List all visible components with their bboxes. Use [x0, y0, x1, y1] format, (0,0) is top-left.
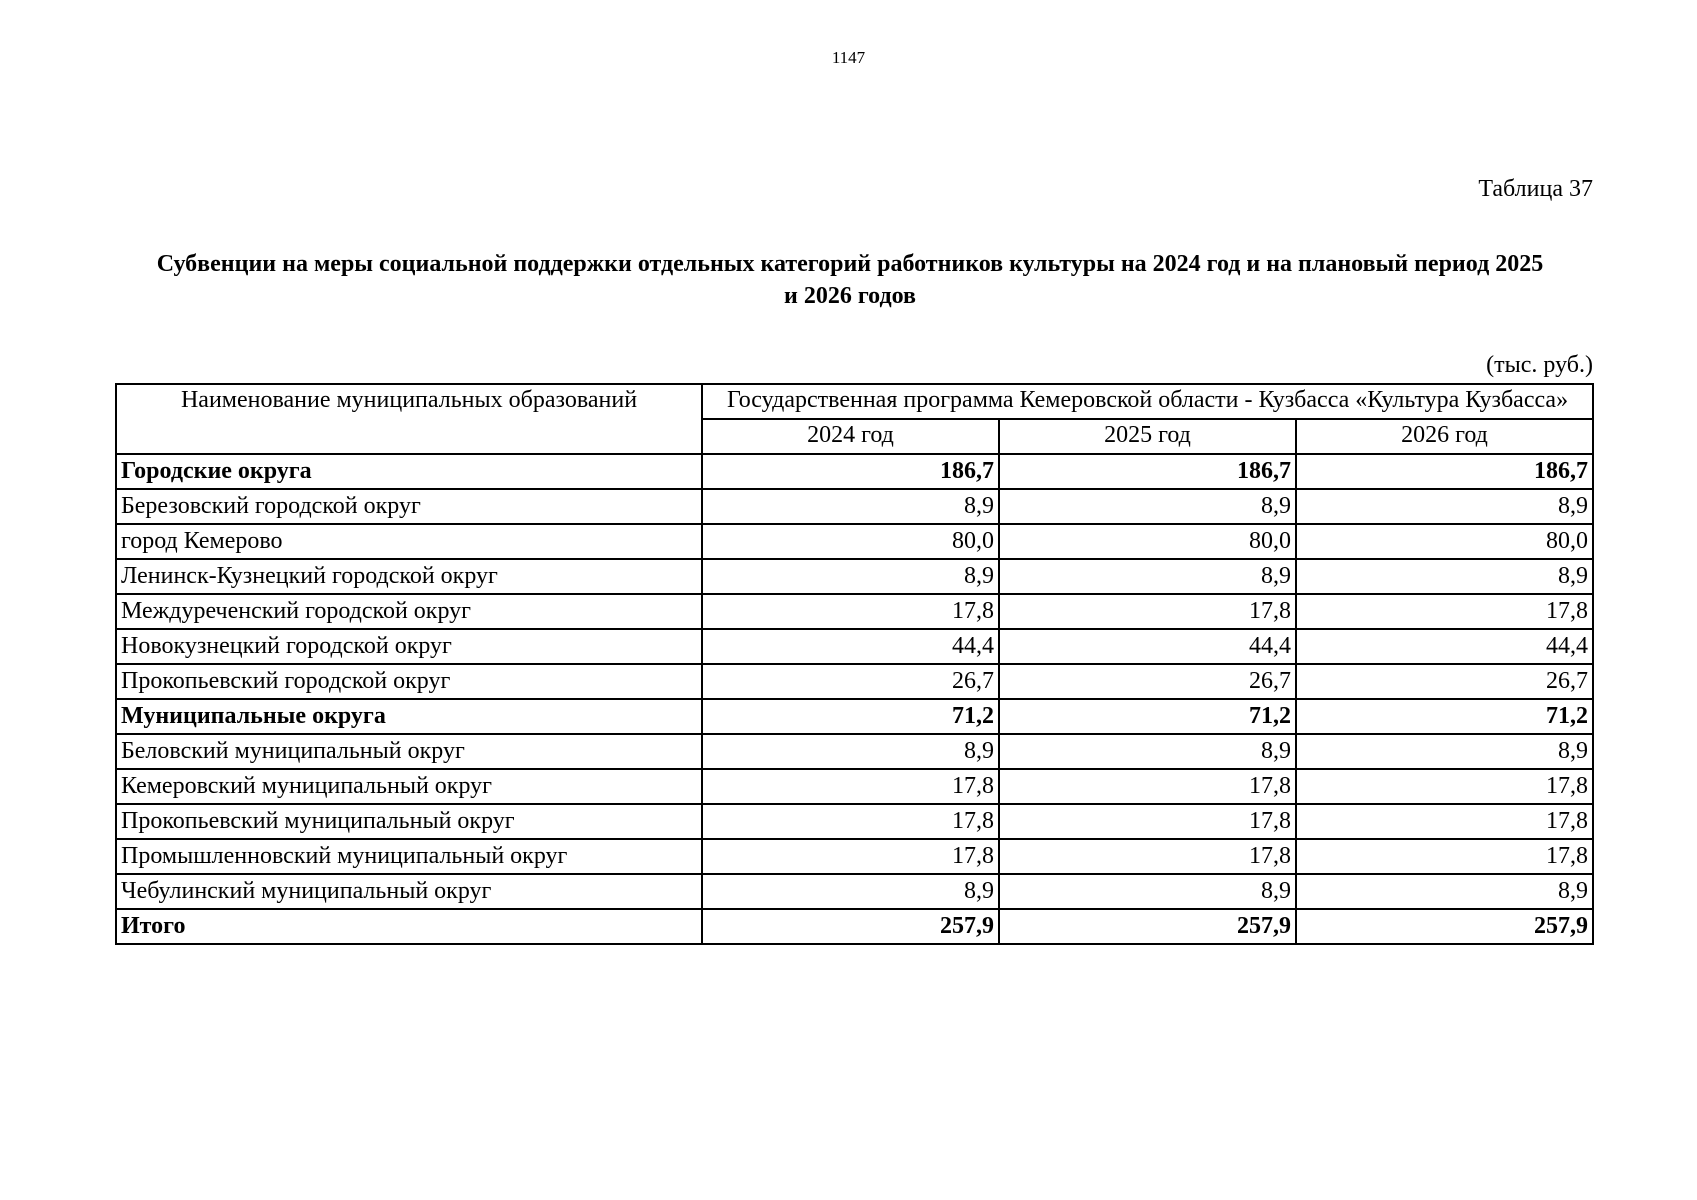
value-cell-2025: 71,2 — [999, 699, 1296, 734]
page-number: 1147 — [831, 48, 866, 67]
value-cell-2026: 17,8 — [1296, 769, 1593, 804]
value-cell-2025: 186,7 — [999, 454, 1296, 489]
units-label: (тыс. руб.) — [1486, 352, 1593, 378]
municipality-name-cell: Прокопьевский городской округ — [116, 664, 702, 699]
table-row — [116, 734, 1593, 769]
municipality-name-cell: Новокузнецкий городской округ — [116, 629, 702, 664]
municipality-name-cell: Беловский муниципальный округ — [116, 734, 702, 769]
table-row — [116, 454, 1593, 489]
value-cell-2026: 17,8 — [1296, 804, 1593, 839]
header-year-2024: 2024 год — [702, 419, 999, 454]
table-row — [116, 699, 1593, 734]
value-cell-2024: 257,9 — [702, 909, 999, 944]
table-row — [116, 489, 1593, 524]
value-cell-2024: 17,8 — [702, 594, 999, 629]
value-cell-2024: 8,9 — [702, 874, 999, 909]
table-row — [116, 909, 1593, 944]
value-cell-2026: 44,4 — [1296, 629, 1593, 664]
municipality-name-cell: Междуреченский городской округ — [116, 594, 702, 629]
value-cell-2024: 80,0 — [702, 524, 999, 559]
value-cell-2024: 17,8 — [702, 839, 999, 874]
municipality-name-cell: Городские округа — [116, 454, 702, 489]
value-cell-2026: 80,0 — [1296, 524, 1593, 559]
table-row — [116, 839, 1593, 874]
subventions-table — [115, 383, 1594, 945]
value-cell-2024: 8,9 — [702, 734, 999, 769]
header-row-program — [116, 384, 1593, 419]
table-body — [116, 454, 1593, 944]
value-cell-2026: 26,7 — [1296, 664, 1593, 699]
value-cell-2025: 17,8 — [999, 769, 1296, 804]
municipality-name-cell: Муниципальные округа — [116, 699, 702, 734]
value-cell-2026: 8,9 — [1296, 874, 1593, 909]
municipality-name-cell: Ленинск-Кузнецкий городской округ — [116, 559, 702, 594]
municipality-name-cell: Кемеровский муниципальный округ — [116, 769, 702, 804]
table-row — [116, 769, 1593, 804]
value-cell-2025: 26,7 — [999, 664, 1296, 699]
header-program: Государственная программа Кемеровской области - Кузбасса «Культура Кузбасса» — [702, 384, 1593, 419]
value-cell-2024: 17,8 — [702, 804, 999, 839]
table-row — [116, 664, 1593, 699]
document-title: Субвенции на меры социальной поддержки отдельных категорий работников культуры на 2024 год и на плановый период 2025 и 2026 годов — [156, 251, 1544, 309]
municipality-name-cell: Прокопьевский муниципальный округ — [116, 804, 702, 839]
table-row — [116, 559, 1593, 594]
value-cell-2024: 17,8 — [702, 769, 999, 804]
municipality-name-cell: Чебулинский муниципальный округ — [116, 874, 702, 909]
value-cell-2025: 8,9 — [999, 559, 1296, 594]
value-cell-2024: 26,7 — [702, 664, 999, 699]
value-cell-2026: 186,7 — [1296, 454, 1593, 489]
value-cell-2024: 71,2 — [702, 699, 999, 734]
value-cell-2025: 44,4 — [999, 629, 1296, 664]
value-cell-2024: 44,4 — [702, 629, 999, 664]
municipality-name-cell: Березовский городской округ — [116, 489, 702, 524]
value-cell-2025: 17,8 — [999, 804, 1296, 839]
municipality-name-cell: Промышленновский муниципальный округ — [116, 839, 702, 874]
table-label: Таблица 37 — [1478, 176, 1593, 202]
value-cell-2026: 8,9 — [1296, 489, 1593, 524]
value-cell-2025: 17,8 — [999, 594, 1296, 629]
header-year-2025: 2025 год — [999, 419, 1296, 454]
header-municipality-name: Наименование муниципальных образований — [116, 384, 702, 454]
table-row — [116, 874, 1593, 909]
header-year-2026: 2026 год — [1296, 419, 1593, 454]
municipality-name-cell: город Кемерово — [116, 524, 702, 559]
value-cell-2024: 8,9 — [702, 489, 999, 524]
value-cell-2025: 17,8 — [999, 839, 1296, 874]
value-cell-2026: 8,9 — [1296, 734, 1593, 769]
table-row — [116, 594, 1593, 629]
value-cell-2025: 257,9 — [999, 909, 1296, 944]
value-cell-2024: 8,9 — [702, 559, 999, 594]
value-cell-2025: 80,0 — [999, 524, 1296, 559]
value-cell-2026: 8,9 — [1296, 559, 1593, 594]
value-cell-2025: 8,9 — [999, 874, 1296, 909]
value-cell-2026: 71,2 — [1296, 699, 1593, 734]
value-cell-2025: 8,9 — [999, 489, 1296, 524]
table-header — [116, 384, 1593, 454]
value-cell-2026: 17,8 — [1296, 594, 1593, 629]
value-cell-2026: 17,8 — [1296, 839, 1593, 874]
value-cell-2024: 186,7 — [702, 454, 999, 489]
value-cell-2026: 257,9 — [1296, 909, 1593, 944]
table-row — [116, 804, 1593, 839]
municipality-name-cell: Итого — [116, 909, 702, 944]
value-cell-2025: 8,9 — [999, 734, 1296, 769]
table-row — [116, 524, 1593, 559]
table-row — [116, 629, 1593, 664]
